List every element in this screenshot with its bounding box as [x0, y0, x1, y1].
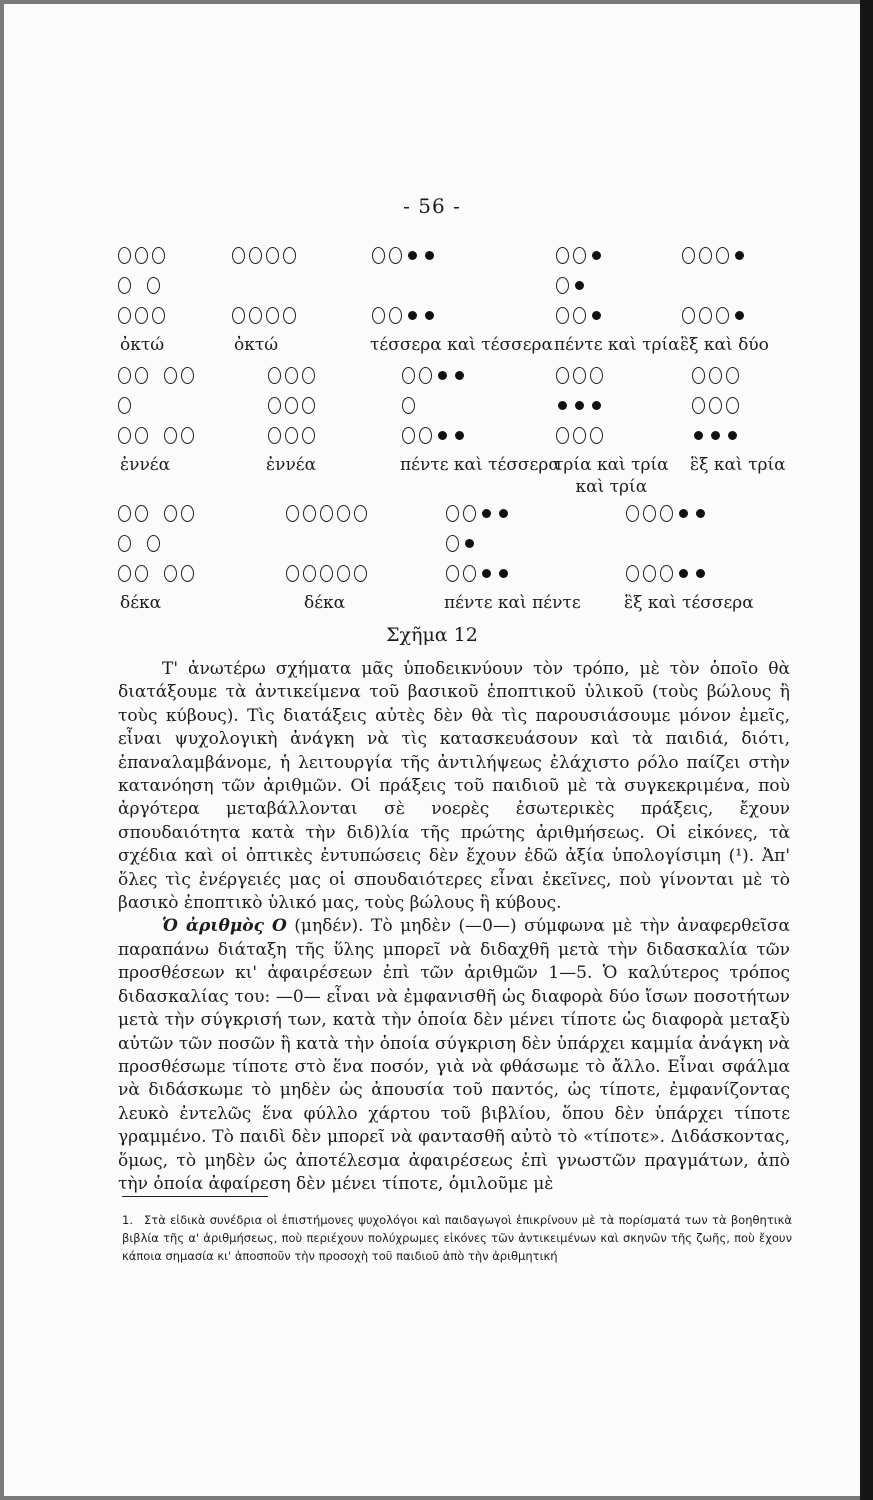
- hollow-dot: [337, 565, 350, 582]
- filled-dot: [696, 569, 705, 578]
- hollow-dot: [135, 307, 148, 324]
- dot-group: [554, 240, 680, 356]
- hollow-dot: [682, 247, 695, 264]
- hollow-dot: [402, 397, 415, 414]
- hollow-dot: [266, 307, 279, 324]
- dot-row: [230, 240, 298, 270]
- hollow-dot: [320, 505, 333, 522]
- hollow-dot: [446, 505, 459, 522]
- filled-dot: [425, 311, 434, 320]
- hollow-dot: [268, 427, 281, 444]
- hollow-dot: [709, 367, 722, 384]
- dot-group: [624, 498, 754, 614]
- dot-row: [230, 270, 298, 300]
- group-caption: ὀκτώ: [234, 335, 279, 355]
- group-caption-line-2: καὶ τρία: [575, 477, 648, 497]
- dot-row: [370, 300, 553, 330]
- filled-dot: [408, 251, 417, 260]
- hollow-dot: [135, 565, 148, 582]
- hollow-dot: [463, 505, 476, 522]
- footnote: [122, 1211, 792, 1265]
- filled-dot: [558, 401, 567, 410]
- hollow-dot: [118, 505, 131, 522]
- paragraph-2-lead: Ὁ ἀριθμὸς Ο: [162, 916, 287, 937]
- hollow-dot: [692, 397, 705, 414]
- dot-row: [266, 420, 317, 450]
- hollow-dot: [402, 427, 415, 444]
- hollow-dot: [147, 535, 160, 552]
- group-caption: πέντε καὶ τέσσερα: [400, 455, 560, 475]
- hollow-dot: [164, 505, 177, 522]
- hollow-dot: [419, 427, 432, 444]
- dot-row: [444, 528, 581, 558]
- dot-row: [444, 498, 581, 528]
- hollow-dot: [266, 247, 279, 264]
- dot-group: [690, 360, 786, 476]
- hollow-dot: [573, 427, 586, 444]
- hollow-dot: [118, 277, 131, 294]
- group-caption: δέκα: [120, 593, 162, 613]
- group-caption: ἓξ καὶ τέσσερα: [624, 593, 754, 613]
- filled-dot: [455, 371, 464, 380]
- dot-group: [116, 360, 196, 476]
- hollow-dot: [302, 397, 315, 414]
- group-caption: τέσσερα καὶ τέσσερα: [370, 335, 553, 355]
- hollow-dot: [285, 427, 298, 444]
- hollow-dot: [389, 307, 402, 324]
- hollow-dot: [726, 367, 739, 384]
- dot-row: [266, 390, 317, 420]
- dot-group: [266, 360, 317, 476]
- filled-dot: [592, 311, 601, 320]
- hollow-dot: [660, 565, 673, 582]
- hollow-dot: [716, 307, 729, 324]
- hollow-dot: [232, 307, 245, 324]
- figure-caption: Σχῆμα 12: [386, 624, 478, 646]
- dot-row: [624, 528, 754, 558]
- hollow-dot: [303, 505, 316, 522]
- hollow-dot: [164, 427, 177, 444]
- hollow-dot: [354, 565, 367, 582]
- dot-row: [690, 390, 786, 420]
- filled-dot: [438, 371, 447, 380]
- dot-group: [680, 240, 769, 356]
- filled-dot: [482, 569, 491, 578]
- hollow-dot: [556, 307, 569, 324]
- hollow-dot: [232, 247, 245, 264]
- hollow-dot: [446, 565, 459, 582]
- hollow-dot: [118, 565, 131, 582]
- hollow-dot: [268, 397, 281, 414]
- dot-row: [116, 300, 167, 330]
- dot-row: [284, 498, 369, 528]
- footnote-text: Στὰ εἰδικὰ συνέδρια οἱ ἐπιστήμονες ψυχολόγοι καὶ παιδαγωγοὶ ἐπικρίνουν μὲ τὰ πορίσματά των τὰ βοηθητικὰ βιβλία τῆς α' ἀριθμήσεως, ποὺ περιέχουν πολύχρωμες εἰκόνες τῶν ἀντικειμένων καὶ σκηνῶν τῆς ζωῆς, ποὺ ἔχουν κάποια σημασία κι' ἀποσποῦν τὴν προσοχὴ τοῦ παιδιοῦ ἀπὸ τὴν ἀριθμητική: [122, 1213, 792, 1263]
- filled-dot: [482, 509, 491, 518]
- filled-dot: [711, 431, 720, 440]
- dot-row: [690, 360, 786, 390]
- hollow-dot: [726, 397, 739, 414]
- hollow-dot: [643, 565, 656, 582]
- dot-group: [230, 240, 298, 356]
- dot-row: [400, 360, 560, 390]
- dot-group: [444, 498, 581, 614]
- filled-dot: [408, 311, 417, 320]
- hollow-dot: [626, 565, 639, 582]
- hollow-dot: [320, 565, 333, 582]
- hollow-dot: [135, 367, 148, 384]
- paragraph-1: Τ' ἀνωτέρω σχήματα μᾶς ὑποδεικνύουν τὸν τρόπο, μὲ τὸν ὁποῖο θὰ διατάξουμε τὰ ἀντικείμενα τοῦ βασικοῦ ἐποπτικοῦ ὑλικοῦ (τοὺς βώλους ἢ τοὺς κύβους). Τὶς διατάξεις αὐτὲς δὲν θὰ τὶς παρουσιάσουμε μόνον ἐμεῖς, εἶναι ψυχολογικὴ ἀνάγκη νὰ τὶς κατασκευάσουν καὶ τὰ παιδιά, διότι, ἐπαναλαμβάνομε, ἡ λειτουργία τῆς ἀντιλήψεως ἐλάχιστο ρόλο παίζει στὴν κατανόηση τῶν ἀριθμῶν. Οἱ πράξεις τοῦ παιδιοῦ μὲ τὰ συγκεκριμένα, ποὺ ἀργότερα μεταβάλλονται σὲ νοερὲς ἐσωτερικὲς πράξεις, ἔχουν σπουδαιότητα κατὰ τὴν διδ)λία τῆς πρώτης ἀριθμήσεως. Οἱ εἰκόνες, τὰ σχέδια καὶ οἱ ὀπτικὲς ἐντυπώσεις δὲν ἔχουν ἐδῶ ἀξία ὑπολογίσιμη (¹). Ἀπ' ὅλες τὶς ἐνέργειές μας οἱ σπουδαιότερες εἶναι ἐκεῖνες, ποὺ γίνονται μὲ τὸ βασικὸ ἐποπτικὸ ὑλικό μας, τοὺς βώλους ἢ κύβους.: [118, 659, 790, 914]
- group-caption: πέντε καὶ τρία: [554, 335, 680, 355]
- hollow-dot: [147, 277, 160, 294]
- dot-row: [116, 270, 167, 300]
- dot-row: [370, 270, 553, 300]
- dot-row: [116, 498, 196, 528]
- filled-dot: [735, 311, 744, 320]
- hollow-dot: [590, 367, 603, 384]
- filled-dot: [694, 431, 703, 440]
- hollow-dot: [389, 247, 402, 264]
- dot-row: [230, 300, 298, 330]
- group-caption: πέντε καὶ πέντε: [444, 593, 581, 613]
- hollow-dot: [402, 367, 415, 384]
- dot-group: [284, 498, 369, 614]
- paragraph-2: [118, 915, 790, 1196]
- group-caption: ἐννέα: [120, 455, 171, 475]
- filled-dot: [735, 251, 744, 260]
- hollow-dot: [446, 535, 459, 552]
- dot-row: [400, 420, 560, 450]
- dot-row: [680, 270, 769, 300]
- filled-dot: [425, 251, 434, 260]
- footnote-number: 1.: [122, 1213, 133, 1227]
- hollow-dot: [716, 247, 729, 264]
- hollow-dot: [249, 247, 262, 264]
- dot-row: [116, 420, 196, 450]
- filled-dot: [499, 509, 508, 518]
- hollow-dot: [181, 505, 194, 522]
- hollow-dot: [573, 367, 586, 384]
- dot-row: [444, 558, 581, 588]
- hollow-dot: [118, 535, 131, 552]
- hollow-dot: [556, 367, 569, 384]
- hollow-dot: [692, 367, 705, 384]
- dot-row: [680, 300, 769, 330]
- page-number: - 56 -: [403, 194, 461, 218]
- filled-dot: [575, 281, 584, 290]
- dot-group: [370, 240, 553, 356]
- group-caption: ἓξ καὶ δύο: [680, 335, 769, 355]
- dot-row: [370, 240, 553, 270]
- hollow-dot: [302, 427, 315, 444]
- dot-group: [116, 240, 167, 356]
- hollow-dot: [590, 427, 603, 444]
- hollow-dot: [118, 427, 131, 444]
- paragraph-2-text: (μηδέν). Τὸ μηδὲν (—0—) σύμφωνα μὲ τὴν ἀναφερθεῖσα παραπάνω διάταξη τῆς ὕλης μπορεῖ νὰ διδαχθῆ μετὰ τὴν διδασκαλία τῶν προσθέσεων κι' ἀφαιρέσεων ἐπὶ τῶν ἀριθμῶν 1—5. Ὁ καλύτερος τρόπος διδασκαλίας του: —0— εἶναι νὰ ἐμφανισθῆ ὡς διαφορὰ δύο ἴσων ποσοτήτων μετὰ τὴν σύγκρισή των, κατὰ τὴν ὁποία δὲν μένει τίποτε ὡς διαφορὰ μεταξὺ αὐτῶν τῶν ποσῶν ἢ κατὰ τὴν ὁποία σύγκριση δὲν ὑπάρχει καμμία ἀνάγκη νὰ προσθέσωμε τίποτε στὸ ἕνα ποσόν, γιὰ νὰ φθάσωμε τὸ ἄλλο. Εἶναι σφάλμα νὰ διδάσκωμε τὸ μηδὲν ὡς ἀπουσία τοῦ παντός, ὡς τίποτε, ἐμφανίζοντας λευκὸ ἐντελῶς ἕνα φύλλο χάρτου τοῦ βιβλίου, ὅπου δὲν ὑπάρχει τίποτε γραμμένο. Τὸ παιδὶ δὲν μπορεῖ νὰ φαντασθῆ αὐτὸ τὸ «τίποτε». Διδάσκοντας, ὅμως, τὸ μηδὲν ὡς ἀποτέλεσμα ἀφαιρέσεως ἐπὶ γνωστῶν πραγμάτων, ἀπὸ τὴν ὁποία ἀφαίρεση δὲν μένει τίποτε, ὁμιλοῦμε μὲ: [118, 916, 791, 1194]
- hollow-dot: [285, 397, 298, 414]
- hollow-dot: [181, 367, 194, 384]
- dot-row: [624, 558, 754, 588]
- filled-dot: [455, 431, 464, 440]
- hollow-dot: [573, 307, 586, 324]
- dot-row: [266, 360, 317, 390]
- dot-row: [554, 270, 680, 300]
- group-caption: ὀκτώ: [120, 335, 165, 355]
- hollow-dot: [660, 505, 673, 522]
- hollow-dot: [626, 505, 639, 522]
- dot-group: [554, 360, 669, 498]
- hollow-dot: [164, 565, 177, 582]
- hollow-dot: [283, 247, 296, 264]
- footnote-rule: [122, 1196, 268, 1197]
- hollow-dot: [286, 565, 299, 582]
- filled-dot: [465, 539, 474, 548]
- hollow-dot: [372, 247, 385, 264]
- dot-row: [116, 360, 196, 390]
- dot-row: [554, 390, 669, 420]
- hollow-dot: [152, 307, 165, 324]
- dot-row: [116, 390, 196, 420]
- hollow-dot: [181, 427, 194, 444]
- filled-dot: [499, 569, 508, 578]
- hollow-dot: [286, 505, 299, 522]
- dot-row: [624, 498, 754, 528]
- hollow-dot: [118, 367, 131, 384]
- filled-dot: [728, 431, 737, 440]
- group-caption: δέκα: [304, 593, 346, 613]
- hollow-dot: [354, 505, 367, 522]
- hollow-dot: [249, 307, 262, 324]
- dot-row: [400, 390, 560, 420]
- hollow-dot: [303, 565, 316, 582]
- filled-dot: [592, 251, 601, 260]
- dot-row: [554, 240, 680, 270]
- dot-group: [116, 498, 196, 614]
- hollow-dot: [709, 397, 722, 414]
- hollow-dot: [556, 247, 569, 264]
- hollow-dot: [118, 307, 131, 324]
- hollow-dot: [337, 505, 350, 522]
- hollow-dot: [556, 277, 569, 294]
- hollow-dot: [573, 247, 586, 264]
- dot-row: [554, 360, 669, 390]
- hollow-dot: [285, 367, 298, 384]
- hollow-dot: [699, 247, 712, 264]
- filled-dot: [575, 401, 584, 410]
- filled-dot: [679, 509, 688, 518]
- dot-row: [690, 420, 786, 450]
- hollow-dot: [372, 307, 385, 324]
- hollow-dot: [164, 367, 177, 384]
- dot-row: [116, 240, 167, 270]
- hollow-dot: [118, 247, 131, 264]
- filled-dot: [696, 509, 705, 518]
- hollow-dot: [268, 367, 281, 384]
- filled-dot: [679, 569, 688, 578]
- dot-row: [680, 240, 769, 270]
- hollow-dot: [135, 247, 148, 264]
- group-caption: ἓξ καὶ τρία: [690, 455, 786, 475]
- dot-row: [554, 420, 669, 450]
- filled-dot: [438, 431, 447, 440]
- hollow-dot: [302, 367, 315, 384]
- hollow-dot: [682, 307, 695, 324]
- hollow-dot: [135, 505, 148, 522]
- hollow-dot: [699, 307, 712, 324]
- book-page: [4, 4, 860, 1496]
- hollow-dot: [181, 565, 194, 582]
- hollow-dot: [463, 565, 476, 582]
- dot-row: [116, 528, 196, 558]
- dot-row: [554, 300, 680, 330]
- hollow-dot: [118, 397, 131, 414]
- dot-row: [116, 558, 196, 588]
- page-edge: [860, 0, 873, 1500]
- hollow-dot: [152, 247, 165, 264]
- hollow-dot: [419, 367, 432, 384]
- dot-row: [284, 528, 369, 558]
- hollow-dot: [643, 505, 656, 522]
- hollow-dot: [135, 427, 148, 444]
- hollow-dot: [556, 427, 569, 444]
- filled-dot: [592, 401, 601, 410]
- body-text: [118, 658, 790, 1196]
- group-caption: ἐννέα: [266, 455, 317, 475]
- dot-row: [284, 558, 369, 588]
- hollow-dot: [283, 307, 296, 324]
- dot-group: [400, 360, 560, 476]
- group-caption: τρία καὶ τρία: [554, 455, 669, 475]
